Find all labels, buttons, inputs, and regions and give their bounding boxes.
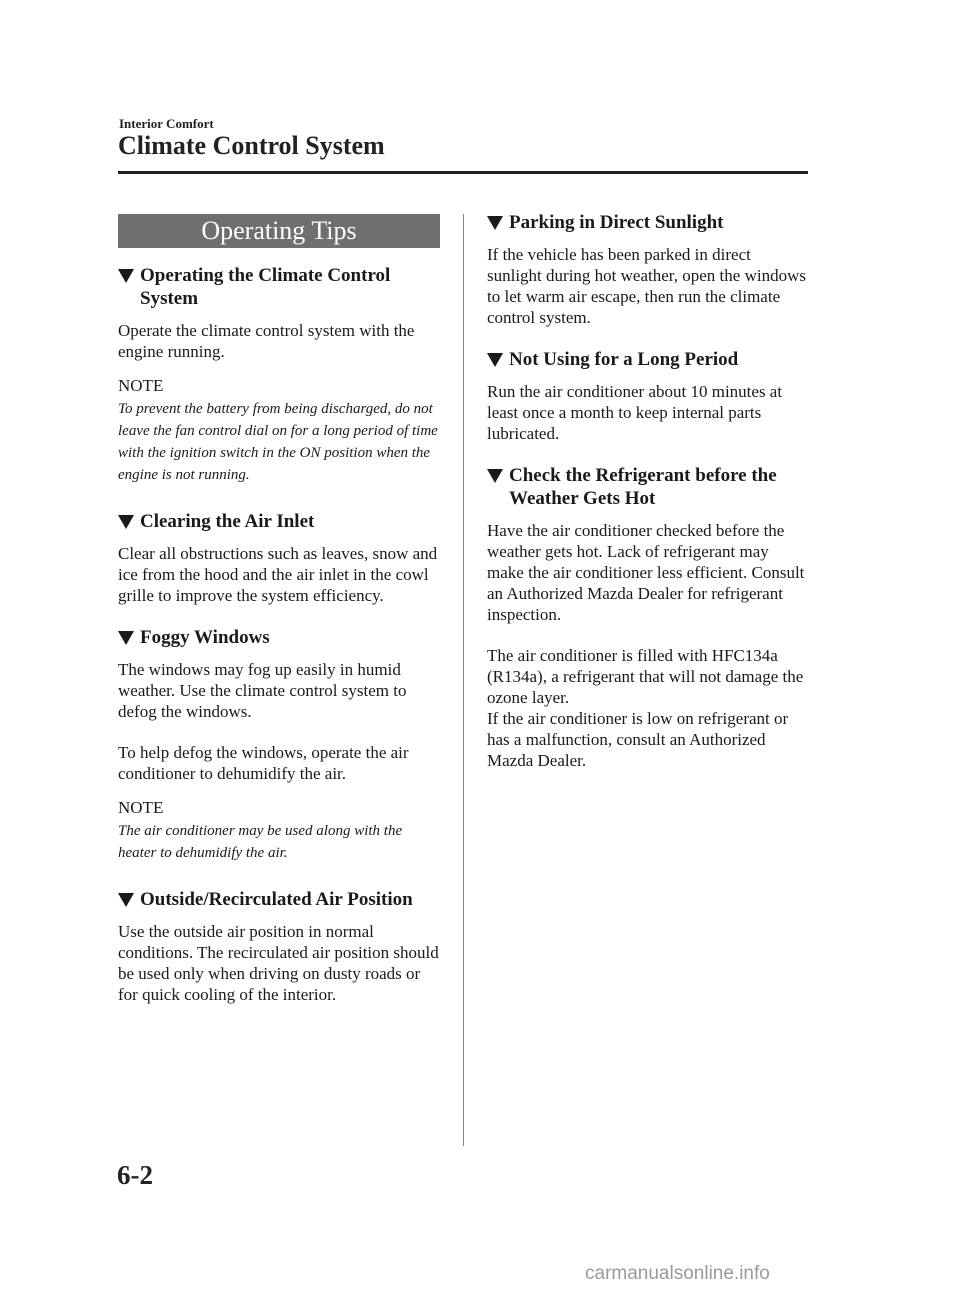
refrigerant-type-text: The air conditioner is filled with HFC134a (R134a), a refrigerant that will not damage the ozone layer.: [487, 646, 804, 707]
operating-tips-banner: Operating Tips: [118, 214, 440, 248]
heading-parking-direct-sunlight: Parking in Direct Sunlight: [487, 211, 809, 234]
triangle-bullet-icon: [487, 469, 503, 483]
chapter-title: Climate Control System: [118, 131, 385, 160]
triangle-bullet-icon: [118, 269, 134, 283]
watermark: carmanualsonline.info: [585, 1263, 770, 1284]
triangle-bullet-icon: [118, 893, 134, 907]
right-column: [487, 211, 809, 771]
page-number: 6-2: [117, 1160, 153, 1190]
body-foggy-windows-1: The windows may fog up easily in humid weather. Use the climate control system to defog the windows.: [118, 660, 407, 721]
triangle-bullet-icon: [118, 515, 134, 529]
triangle-bullet-icon: [487, 353, 503, 367]
column-divider: [463, 214, 464, 1146]
triangle-bullet-icon: [118, 631, 134, 645]
left-column: [118, 214, 440, 1025]
refrigerant-low-text: If the air conditioner is low on refrigerant or has a malfunction, consult an Authorized Mazda Dealer.: [487, 709, 789, 770]
triangle-bullet-icon: [487, 216, 503, 230]
body-check-refrigerant-1: Have the air conditioner checked before the weather gets hot. Lack of refrigerant may make the air conditioner less efficient. Consult an Authorized Mazda Dealer for refrigerant inspection.: [487, 521, 805, 624]
section-label: Interior Comfort: [119, 116, 214, 131]
heading-clearing-air-inlet: Clearing the Air Inlet: [118, 510, 440, 533]
body-parking-direct-sunlight: If the vehicle has been parked in direct sunlight during hot weather, open the windows to let warm air escape, then run the climate control system.: [487, 245, 806, 327]
heading-check-refrigerant: Check the Refrigerant before the Weather Gets Hot: [487, 464, 809, 510]
note-label: NOTE: [118, 798, 164, 817]
heading-operating-climate-control: Operating the Climate Control System: [118, 264, 440, 310]
note-battery: To prevent the battery from being discharged, do not leave the fan control dial on for a long period of time with the ignition switch in the ON position when the engine is not running.: [118, 401, 438, 483]
heading-outside-recirculated-air: Outside/Recirculated Air Position: [118, 888, 440, 911]
body-foggy-windows-2: To help defog the windows, operate the air conditioner to dehumidify the air.: [118, 743, 409, 783]
note-label: NOTE: [118, 376, 164, 395]
body-outside-recirculated-air: Use the outside air position in normal conditions. The recirculated air position should be used only when driving on dusty roads or for quick cooling of the interior.: [118, 922, 439, 1004]
body-check-refrigerant-2: [487, 645, 809, 771]
body-operating-climate-control: Operate the climate control system with the engine running.: [118, 321, 415, 361]
body-not-using-long-period: Run the air conditioner about 10 minutes at least once a month to keep internal parts lubricated.: [487, 382, 783, 443]
body-clearing-air-inlet: Clear all obstructions such as leaves, snow and ice from the hood and the air inlet in the cowl grille to improve the system efficiency.: [118, 544, 438, 605]
heading-foggy-windows: Foggy Windows: [118, 626, 440, 649]
header-rule: [118, 171, 808, 174]
note-dehumidify: The air conditioner may be used along with the heater to dehumidify the air.: [118, 823, 403, 861]
heading-not-using-long-period: Not Using for a Long Period: [487, 348, 809, 371]
